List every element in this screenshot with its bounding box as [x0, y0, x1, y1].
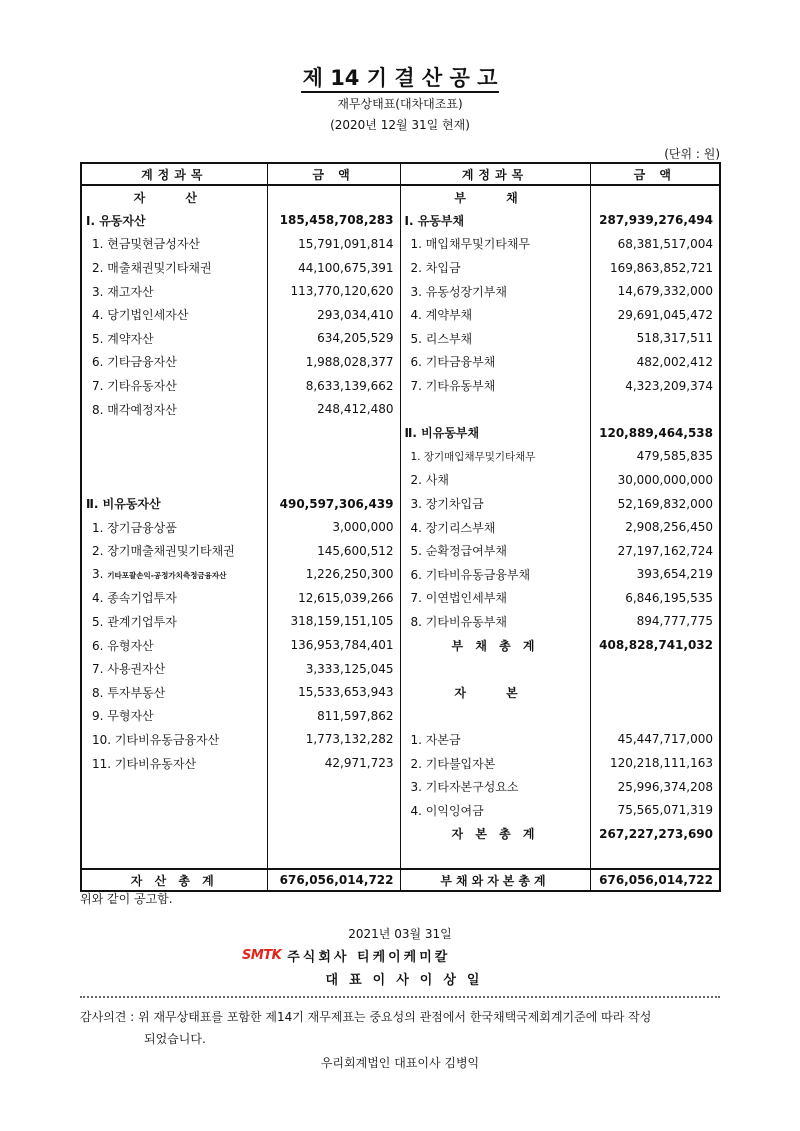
- account-label-text: 1. 장기금융상품: [92, 520, 177, 535]
- account-label-text: Ⅰ. 유동자산: [86, 213, 146, 228]
- equity-item-amount: 120,218,111,163: [590, 751, 720, 775]
- empty-amount: [267, 798, 400, 822]
- equity-item-label: [400, 775, 590, 799]
- account-label-text: 3. 기타자본구성요소: [410, 780, 519, 795]
- empty-label: [400, 397, 590, 421]
- table-row: [81, 397, 720, 421]
- noncurrent-asset-item-amount: 811,597,862: [267, 704, 400, 728]
- assets-section-title-label: [81, 185, 267, 209]
- empty-amount: [590, 704, 720, 728]
- current-liability-item-label: [400, 256, 590, 280]
- current-liability-item-label: [400, 303, 590, 327]
- empty-label: [400, 846, 590, 870]
- table-row: [81, 728, 720, 752]
- account-label-text: 3. 장기차입금: [410, 497, 484, 512]
- account-label-text: 4. 계약부채: [410, 308, 473, 323]
- empty-amount: [267, 775, 400, 799]
- unit-label: (단위 : 원): [664, 147, 720, 161]
- table-row: [81, 350, 720, 374]
- empty-label: [81, 775, 267, 799]
- audit-opinion: [80, 1006, 720, 1050]
- noncurrent-asset-item-amount: 145,600,512: [267, 539, 400, 563]
- empty-label: [81, 468, 267, 492]
- account-label-text: 4. 이익잉여금: [410, 803, 484, 818]
- liabilities-section-title-label: [400, 185, 590, 209]
- total-liabilities-amount: 408,828,741,032: [590, 633, 720, 657]
- noncurrent-asset-item-label: [81, 539, 267, 563]
- account-label-text: 5. 계약자산: [92, 331, 154, 346]
- empty-amount: [267, 421, 400, 445]
- noncurrent-asset-item-amount: 136,953,784,401: [267, 633, 400, 657]
- table-row: [81, 775, 720, 799]
- equity-section-title-label: [400, 680, 590, 704]
- current-asset-item-amount: 1,988,028,377: [267, 350, 400, 374]
- total-equity-label: [400, 822, 590, 846]
- equity-item-label: [400, 798, 590, 822]
- noncurrent-asset-item-amount: 1,226,250,300: [267, 563, 400, 587]
- announcement-date: 2021년 03월 31일: [348, 927, 452, 941]
- table-row: [81, 539, 720, 563]
- header-amount-right: 금 액: [590, 163, 720, 185]
- empty-label: [81, 822, 267, 846]
- current-liability-item-amount: 518,317,511: [590, 327, 720, 351]
- announcement-note: 위와 같이 공고함.: [80, 892, 173, 906]
- empty-label: [400, 657, 590, 681]
- account-label-text: 6. 기타금융부채: [410, 355, 496, 370]
- statement-subtitle: 재무상태표(대차대조표): [337, 97, 463, 111]
- empty-amount: [590, 397, 720, 421]
- table-row: [81, 586, 720, 610]
- noncurrent-liability-item-amount: 30,000,000,000: [590, 468, 720, 492]
- current-asset-item-label: [81, 327, 267, 351]
- empty-label: [81, 445, 267, 469]
- current-asset-item-label: [81, 374, 267, 398]
- account-label-text: 8. 투자부동산: [92, 685, 166, 700]
- account-label-text: 자 산 총 계: [130, 873, 218, 888]
- current-asset-item-label: [81, 232, 267, 256]
- noncurrent-asset-item-amount: 42,971,723: [267, 751, 400, 775]
- current-liability-item-amount: 29,691,045,472: [590, 303, 720, 327]
- account-label-small-text: 기타포괄손익-공정가치측정금융자산: [107, 571, 227, 581]
- table-row: [81, 515, 720, 539]
- account-label-text: 2. 차입금: [410, 261, 461, 276]
- table-row: [81, 704, 720, 728]
- account-label-text: Ⅱ. 비유동자산: [86, 497, 161, 512]
- table-row: [81, 822, 720, 846]
- company-logo: SMTK: [242, 948, 282, 963]
- current-assets-total-label: [81, 209, 267, 233]
- equity-item-label: [400, 751, 590, 775]
- current-liability-item-label: [400, 327, 590, 351]
- table-row: [81, 421, 720, 445]
- auditor-name: 우리회계법인 대표이사 김병익: [320, 1056, 480, 1070]
- noncurrent-asset-item-label: [81, 657, 267, 681]
- noncurrent-asset-item-label: [81, 633, 267, 657]
- noncurrent-assets-total-label: [81, 492, 267, 516]
- account-label-text: 부 채: [454, 190, 536, 205]
- noncurrent-liability-item-amount: 894,777,775: [590, 610, 720, 634]
- table-row: [81, 798, 720, 822]
- table-row: [81, 256, 720, 280]
- account-label-text: 7. 기타유동자산: [92, 379, 177, 394]
- account-label-text: 부 채 총 계: [451, 638, 539, 653]
- table-row: [81, 846, 720, 870]
- noncurrent-assets-total-amount: 490,597,306,439: [267, 492, 400, 516]
- empty-label: [81, 421, 267, 445]
- account-label-text: 3.: [92, 567, 104, 582]
- noncurrent-liability-item-label: [400, 610, 590, 634]
- current-asset-item-label: [81, 279, 267, 303]
- account-label-text: 8. 매각예정자산: [92, 402, 177, 417]
- account-label-text: 8. 기타비유동부채: [410, 614, 507, 629]
- noncurrent-liability-item-label: [400, 445, 590, 469]
- current-asset-item-amount: 44,100,675,391: [267, 256, 400, 280]
- empty-amount: [267, 445, 400, 469]
- current-asset-item-label: [81, 256, 267, 280]
- noncurrent-liability-item-label: [400, 563, 590, 587]
- current-assets-total-amount: 185,458,708,283: [267, 209, 400, 233]
- account-label-text: 1. 현금및현금성자산: [92, 237, 201, 252]
- noncurrent-liability-item-amount: 27,197,162,724: [590, 539, 720, 563]
- empty-amount: [590, 657, 720, 681]
- equity-item-label: [400, 728, 590, 752]
- audit-opinion-text: 감사의견 : 위 재무상태표를 포함한 제14기 재무제표는 중요성의 관점에서 한국채택국제회계기준에 따라 작성: [80, 1010, 652, 1024]
- table-row: [81, 633, 720, 657]
- dotted-divider: [80, 996, 720, 998]
- noncurrent-liability-item-label: [400, 539, 590, 563]
- table-row: [81, 232, 720, 256]
- company-name: 주식회사 티케이케미칼: [287, 950, 451, 965]
- noncurrent-liabilities-total-amount: 120,889,464,538: [590, 421, 720, 445]
- current-asset-item-amount: 248,412,480: [267, 397, 400, 421]
- account-label-text: 2. 사채: [410, 473, 449, 488]
- empty-label: [400, 704, 590, 728]
- noncurrent-liability-item-amount: 393,654,219: [590, 563, 720, 587]
- assets-section-title-amount: [267, 185, 400, 209]
- current-liabilities-total-label: [400, 209, 590, 233]
- total-assets-label: [81, 869, 267, 891]
- account-label-text: Ⅰ. 유동부채: [404, 213, 465, 228]
- current-asset-item-label: [81, 397, 267, 421]
- noncurrent-asset-item-label: [81, 563, 267, 587]
- header-account-right: 계정과목: [400, 163, 590, 185]
- account-label-text: 2. 기타불입자본: [410, 756, 496, 771]
- account-label-text: 3. 재고자산: [92, 284, 154, 299]
- empty-label: [81, 798, 267, 822]
- noncurrent-asset-item-amount: 318,159,151,105: [267, 610, 400, 634]
- table-row: [81, 657, 720, 681]
- current-liability-item-amount: 169,863,852,721: [590, 256, 720, 280]
- equity-section-title-amount: [590, 680, 720, 704]
- table-row: [81, 468, 720, 492]
- liabilities-section-title-amount: [590, 185, 720, 209]
- table-row: [81, 209, 720, 233]
- noncurrent-liability-item-amount: 52,169,832,000: [590, 492, 720, 516]
- table-header-row: [81, 163, 720, 185]
- current-asset-item-amount: 634,205,529: [267, 327, 400, 351]
- table-row: [81, 327, 720, 351]
- account-label-text: 10. 기타비유동금융자산: [92, 732, 220, 747]
- table-row: [81, 279, 720, 303]
- current-liabilities-total-amount: 287,939,276,494: [590, 209, 720, 233]
- ceo-name: 대표이사이상일: [325, 973, 491, 988]
- noncurrent-liability-item-label: [400, 492, 590, 516]
- noncurrent-asset-item-label: [81, 680, 267, 704]
- noncurrent-liability-item-amount: 2,908,256,450: [590, 515, 720, 539]
- equity-item-amount: 25,996,374,208: [590, 775, 720, 799]
- account-label-text: 7. 이연법인세부채: [410, 591, 507, 606]
- account-label-text: 5. 리스부채: [410, 331, 473, 346]
- noncurrent-asset-item-label: [81, 704, 267, 728]
- current-asset-item-amount: 15,791,091,814: [267, 232, 400, 256]
- empty-amount: [590, 846, 720, 870]
- account-label-text: 7. 기타유동부채: [410, 379, 496, 394]
- noncurrent-asset-item-amount: 15,533,653,943: [267, 680, 400, 704]
- grand-total-row: [81, 869, 720, 891]
- account-label-text: 3. 유동성장기부채: [410, 284, 507, 299]
- table-row: [81, 445, 720, 469]
- table-row: [81, 185, 720, 209]
- current-liability-item-amount: 4,323,209,374: [590, 374, 720, 398]
- header-amount-left: 금 액: [267, 163, 400, 185]
- equity-item-amount: 45,447,717,000: [590, 728, 720, 752]
- current-liability-item-amount: 482,002,412: [590, 350, 720, 374]
- table-row: [81, 303, 720, 327]
- account-label-text: 자 본: [454, 685, 536, 700]
- table-row: [81, 680, 720, 704]
- noncurrent-liability-item-label: [400, 586, 590, 610]
- account-label-text: 자 본 총 계: [451, 827, 539, 842]
- current-liability-item-amount: 68,381,517,004: [590, 232, 720, 256]
- account-label-text: 5. 순확정급여부채: [410, 544, 507, 559]
- table-row: [81, 492, 720, 516]
- as-of-date: (2020년 12월 31일 현재): [330, 118, 470, 132]
- noncurrent-liability-item-label: [400, 515, 590, 539]
- noncurrent-asset-item-label: [81, 728, 267, 752]
- account-label-text: 5. 관계기업투자: [92, 614, 177, 629]
- total-equity-amount: 267,227,273,690: [590, 822, 720, 846]
- account-label-text: 11. 기타비유동자산: [92, 756, 197, 771]
- balance-sheet-table: [80, 162, 721, 892]
- noncurrent-asset-item-label: [81, 610, 267, 634]
- announcement-title: 제 14 기 결 산 공 고: [0, 62, 800, 92]
- account-label-text: 9. 무형자산: [92, 709, 154, 724]
- empty-amount: [267, 846, 400, 870]
- total-assets-amount: 676,056,014,722: [267, 869, 400, 891]
- account-label-text: 2. 장기매출채권및기타채권: [92, 544, 235, 559]
- account-label-text: 2. 매출채권및기타채권: [92, 261, 212, 276]
- account-label-text: 4. 종속기업투자: [92, 591, 177, 606]
- noncurrent-liabilities-total-label: [400, 421, 590, 445]
- table-row: [81, 563, 720, 587]
- account-label-text: 6. 유형자산: [92, 638, 154, 653]
- empty-amount: [267, 822, 400, 846]
- current-asset-item-label: [81, 303, 267, 327]
- noncurrent-liability-item-amount: 6,846,195,535: [590, 586, 720, 610]
- current-asset-item-label: [81, 350, 267, 374]
- noncurrent-asset-item-amount: 1,773,132,282: [267, 728, 400, 752]
- noncurrent-asset-item-amount: 3,333,125,045: [267, 657, 400, 681]
- account-label-text: 1. 자본금: [410, 732, 461, 747]
- header-account-left: 계정과목: [81, 163, 267, 185]
- noncurrent-asset-item-amount: 3,000,000: [267, 515, 400, 539]
- current-asset-item-amount: 293,034,410: [267, 303, 400, 327]
- account-label-text: 1. 매입채무및기타채무: [410, 237, 531, 252]
- current-liability-item-label: [400, 232, 590, 256]
- table-row: [81, 374, 720, 398]
- noncurrent-asset-item-label: [81, 751, 267, 775]
- current-asset-item-amount: 113,770,120,620: [267, 279, 400, 303]
- account-label-text: 부채와자본총계: [440, 873, 550, 888]
- noncurrent-asset-item-label: [81, 515, 267, 539]
- total-liabilities-equity-amount: 676,056,014,722: [590, 869, 720, 891]
- account-label-text: 1. 장기매입채무및기타채무: [410, 450, 536, 463]
- account-label-text: 6. 기타비유동금융부채: [410, 567, 531, 582]
- noncurrent-liability-item-label: [400, 468, 590, 492]
- table-row: [81, 751, 720, 775]
- noncurrent-asset-item-label: [81, 586, 267, 610]
- table-row: [81, 610, 720, 634]
- current-liability-item-amount: 14,679,332,000: [590, 279, 720, 303]
- account-label-text: 4. 장기리스부채: [410, 520, 496, 535]
- equity-item-amount: 75,565,071,319: [590, 798, 720, 822]
- current-asset-item-amount: 8,633,139,662: [267, 374, 400, 398]
- empty-label: [81, 846, 267, 870]
- account-label-text: 7. 사용권자산: [92, 662, 166, 677]
- total-liabilities-equity-label: [400, 869, 590, 891]
- account-label-text: 자 산: [133, 190, 215, 205]
- total-liabilities-label: [400, 633, 590, 657]
- noncurrent-liability-item-amount: 479,585,835: [590, 445, 720, 469]
- current-liability-item-label: [400, 350, 590, 374]
- audit-opinion-continuation: 되었습니다.: [144, 1032, 206, 1046]
- current-liability-item-label: [400, 279, 590, 303]
- account-label-text: 6. 기타금융자산: [92, 355, 177, 370]
- current-liability-item-label: [400, 374, 590, 398]
- noncurrent-asset-item-amount: 12,615,039,266: [267, 586, 400, 610]
- empty-amount: [267, 468, 400, 492]
- company-line: [242, 946, 450, 965]
- account-label-text: 4. 당기법인세자산: [92, 308, 189, 323]
- account-label-text: Ⅱ. 비유동부채: [404, 426, 480, 441]
